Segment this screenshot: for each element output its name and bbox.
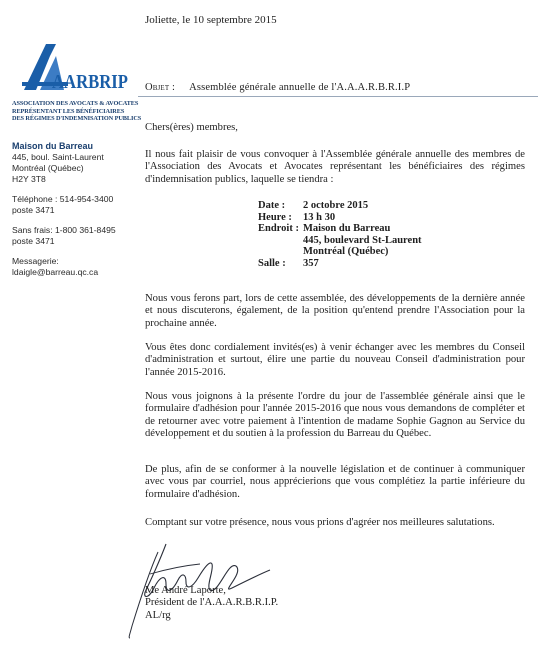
place-label: Endroit : (258, 223, 299, 234)
reference-initials: AL/rg (145, 609, 171, 621)
signatory-title: Président de l'A.A.A.R.B.R.I.P. (145, 597, 279, 609)
subject-line (145, 82, 525, 93)
org-name-line: REPRÉSENTANT LES BÉNÉFICIAIRES (12, 107, 125, 115)
house-name: Maison du Barreau (12, 141, 94, 151)
place-value-line: Maison du Barreau (303, 223, 391, 234)
paragraph-invitation: Il nous fait plaisir de vous convoquer à l'Assemblée générale annuelle des membres de l'Association des Avocats et Avocates représentant les bénéficiaires des régimes d'indemnisation publics, laquelle se tiendra : (145, 149, 525, 185)
signature-block (145, 585, 278, 622)
address-line: Montréal (Québec) (12, 163, 84, 173)
subject-label: Objet : (145, 82, 176, 93)
subject-text: Assemblée générale annuelle de l'A.A.A.R.B.R.I.P (189, 82, 411, 93)
email-label: Messagerie: (12, 256, 59, 266)
date-label: Date : (258, 200, 286, 211)
association-logo (18, 38, 130, 96)
tollfree-line: Sans frais: 1-800 361-8495 (12, 225, 116, 235)
phone-extension: poste 3471 (12, 205, 55, 215)
contact-sidebar (12, 141, 140, 278)
meeting-details (258, 200, 422, 269)
org-name-line: DES RÉGIMES D'INDEMNISATION PUBLICS (12, 115, 142, 123)
room-label: Salle : (258, 257, 286, 269)
paragraph-email-consent: De plus, afin de se conformer à la nouvelle législation et de continuer à communiquer avec vous par courriel, nous apprécierions que vous complétiez la partie inférieure du formulaire d'adhésion. (145, 464, 525, 500)
address-line: 445, boul. Saint-Laurent (12, 152, 104, 162)
paragraph-agenda: Nous vous ferons part, lors de cette assemblée, des développements de la dernière année et nous discuterons, également, de la position qu'entend prendre l'Association pour la prochaine année. (145, 293, 525, 329)
email-address[interactable]: ldaigle@barreau.qc.ca (12, 267, 99, 277)
subject-divider (138, 96, 538, 97)
signatory-name: Me André Laporte, (145, 585, 226, 596)
org-name-line: ASSOCIATION DES AVOCATS & AVOCATES (12, 100, 139, 107)
time-value: 13 h 30 (303, 211, 336, 223)
time-label: Heure : (258, 211, 292, 223)
organisation-name (12, 100, 140, 123)
place-value-line: Montréal (Québec) (303, 246, 389, 257)
address-line: H2Y 3T8 (12, 174, 46, 184)
paragraph-membership-form: Nous vous joignons à la présente l'ordre du jour de l'assemblée générale ainsi que le formulaire d'adhésion pour l'année 2015-2016 que nous vous demandons de compléter et de retourner avec votre paiement à l'intention de madame Sophie Gagnon au Service du développement et du soutien à la profession du Barreau du Québec. (145, 391, 525, 439)
room-value: 357 (303, 257, 319, 269)
date-value: 2 octobre 2015 (303, 200, 369, 211)
logo-text: AARBRIP (52, 71, 128, 93)
tollfree-extension: poste 3471 (12, 236, 55, 246)
paragraph-closing: Comptant sur votre présence, nous vous prions d'agréer nos meilleures salutations. (145, 517, 495, 528)
dateline: Joliette, le 10 septembre 2015 (145, 14, 277, 26)
place-value-line: 445, boulevard St-Laurent (303, 234, 422, 246)
paragraph-election: Vous êtes donc cordialement invités(es) à venir échanger avec les membres du Conseil d'administration et surtout, élire une partie du nouveau Conseil d'administration pour l'année 2015-2016. (145, 342, 525, 378)
phone-line: Téléphone : 514-954-3400 (12, 194, 114, 204)
salutation: Chers(ères) membres, (145, 122, 238, 133)
